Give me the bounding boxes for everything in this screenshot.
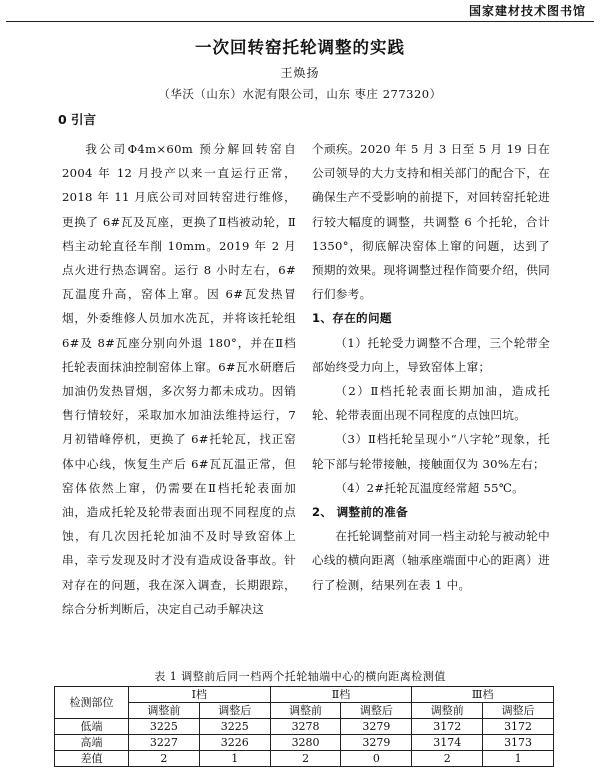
group-header-3: Ⅲ档 [412, 687, 554, 703]
table-cell: 3225 [129, 719, 200, 735]
table-cell: 3278 [270, 719, 341, 735]
table-cell: 3173 [483, 735, 554, 751]
row-label: 低端 [55, 719, 129, 735]
sub-header: 调整前 [129, 703, 200, 719]
group-header-2: Ⅱ档 [270, 687, 412, 703]
measurement-table [54, 686, 554, 767]
table-row [55, 735, 554, 751]
table-row [55, 719, 554, 735]
journal-header [0, 0, 600, 22]
intro-paragraph: 我公司Φ4m×60m 预分解回转窑自2004 年 12 月投产以来一直运行正常，2018 年 11 月底公司对回转窑进行维修，更换了 6#瓦及瓦座，更换了Ⅱ档被动轮，Ⅱ档主动轮直径车削 10mm。2019 年 2 月点火进行热态调窑。运行 8 小时左右，6#瓦温度升高，窑体上窜。因 6#瓦发热冒烟，外委维修人员加水冼瓦，并将该托轮组 6#及 8#瓦座分别向外退 180°，并在Ⅱ档托轮表面抹油控制窑体上窜。6#瓦水研磨后加油仍发热冒烟，多次努力都未成功。因销售行情较好，采取加水加油法维持运行，7 月初错峰停机，更换了 6#托轮瓦，找正窑体中心线，恢复生产后 6#瓦瓦温正常，但窑体依然上窜，仍需要在Ⅱ档托轮表面加油，造成托轮及轮带表面出现不同程度的点蚀，有几次因托轮加油不及时导致窑体上串，幸亏发现及时才没有造成设备事故。针对存在的问题，我在深入调查，长期跟踪，综合分析判断后，决定自己动手解决这 [62, 142, 296, 616]
table-cell: 3226 [199, 735, 270, 751]
left-column [62, 137, 296, 621]
table-row [55, 751, 554, 767]
problem-item-3: （3）Ⅱ档托轮呈现小“八字轮”现象，托轮下部与轮带接触，接触面仅为 30%左右； [312, 432, 550, 471]
sub-header: 调整前 [270, 703, 341, 719]
table-cell: 1 [483, 751, 554, 767]
sub-header: 调整后 [341, 703, 412, 719]
row-label: 高端 [55, 735, 129, 751]
intro-paragraph-continued: 个顽疾。2020 年 5 月 3 日至 5 月 19 日在公司领导的大力支持和相关部门的配合下，在确保生产不受影响的前提下，对回转窑托轮进行较大幅度的调整，共调整 6 个托轮，合计 1350°，彻底解决窑体上窜的问题，达到了预期的效果。现将调整过程作简要介绍，供同行们参考。 [312, 142, 550, 302]
table-cell: 2 [270, 751, 341, 767]
problem-item-1: （1）托轮受力调整不合理，三个轮带全部始终受力向上，导致窑体上窜； [312, 335, 550, 374]
library-name: 国家建材技术图书馆 [468, 4, 586, 18]
table-cell: 0 [341, 751, 412, 767]
problem-item-4: （4）2#托轮瓦温度经常超 55℃。 [335, 480, 524, 495]
table-cell: 3172 [483, 719, 554, 735]
table-cell: 3172 [412, 719, 483, 735]
row-label: 差值 [55, 751, 129, 767]
table-cell: 3279 [341, 719, 412, 735]
table-subheader-row [55, 703, 554, 719]
table-cell: 3280 [270, 735, 341, 751]
preparation-paragraph: 在托轮调整前对同一档主动轮与被动轮中心线的横向距离（轴承座端面中心的距离）进行了检测，结果列在表 1 中。 [312, 529, 550, 592]
group-header-1: Ⅰ档 [129, 687, 271, 703]
header-divider [6, 21, 594, 22]
table-cell: 3225 [199, 719, 270, 735]
table-cell: 3174 [412, 735, 483, 751]
table-cell: 3227 [129, 735, 200, 751]
section-heading-intro: 0 引言 [58, 112, 97, 127]
right-column [312, 137, 550, 597]
sub-header: 调整后 [199, 703, 270, 719]
table-caption: 表 1 调整前后同一档两个托轮轴端中心的横向距离检测值 [154, 670, 446, 683]
sub-header: 调整前 [412, 703, 483, 719]
table-header-row [55, 687, 554, 703]
table-cell: 3279 [341, 735, 412, 751]
paper-author: 王焕扬 [280, 66, 320, 80]
section-heading-problems: 1、存在的问题 [312, 311, 392, 326]
paper-title: 一次回转窑托轮调整的实践 [195, 38, 405, 57]
paper-affiliation: （华沃（山东）水泥有限公司，山东 枣庄 277320） [158, 87, 442, 101]
table-cell: 2 [412, 751, 483, 767]
problem-item-2: （2）Ⅱ档托轮表面长期加油，造成托轮、轮带表面出现不同程度的点蚀凹坑。 [312, 384, 550, 423]
table-cell: 2 [129, 751, 200, 767]
corner-header: 检测部位 [55, 687, 129, 719]
table-cell: 1 [199, 751, 270, 767]
section-heading-preparation: 2、 调整前的准备 [312, 505, 408, 520]
sub-header: 调整后 [483, 703, 554, 719]
